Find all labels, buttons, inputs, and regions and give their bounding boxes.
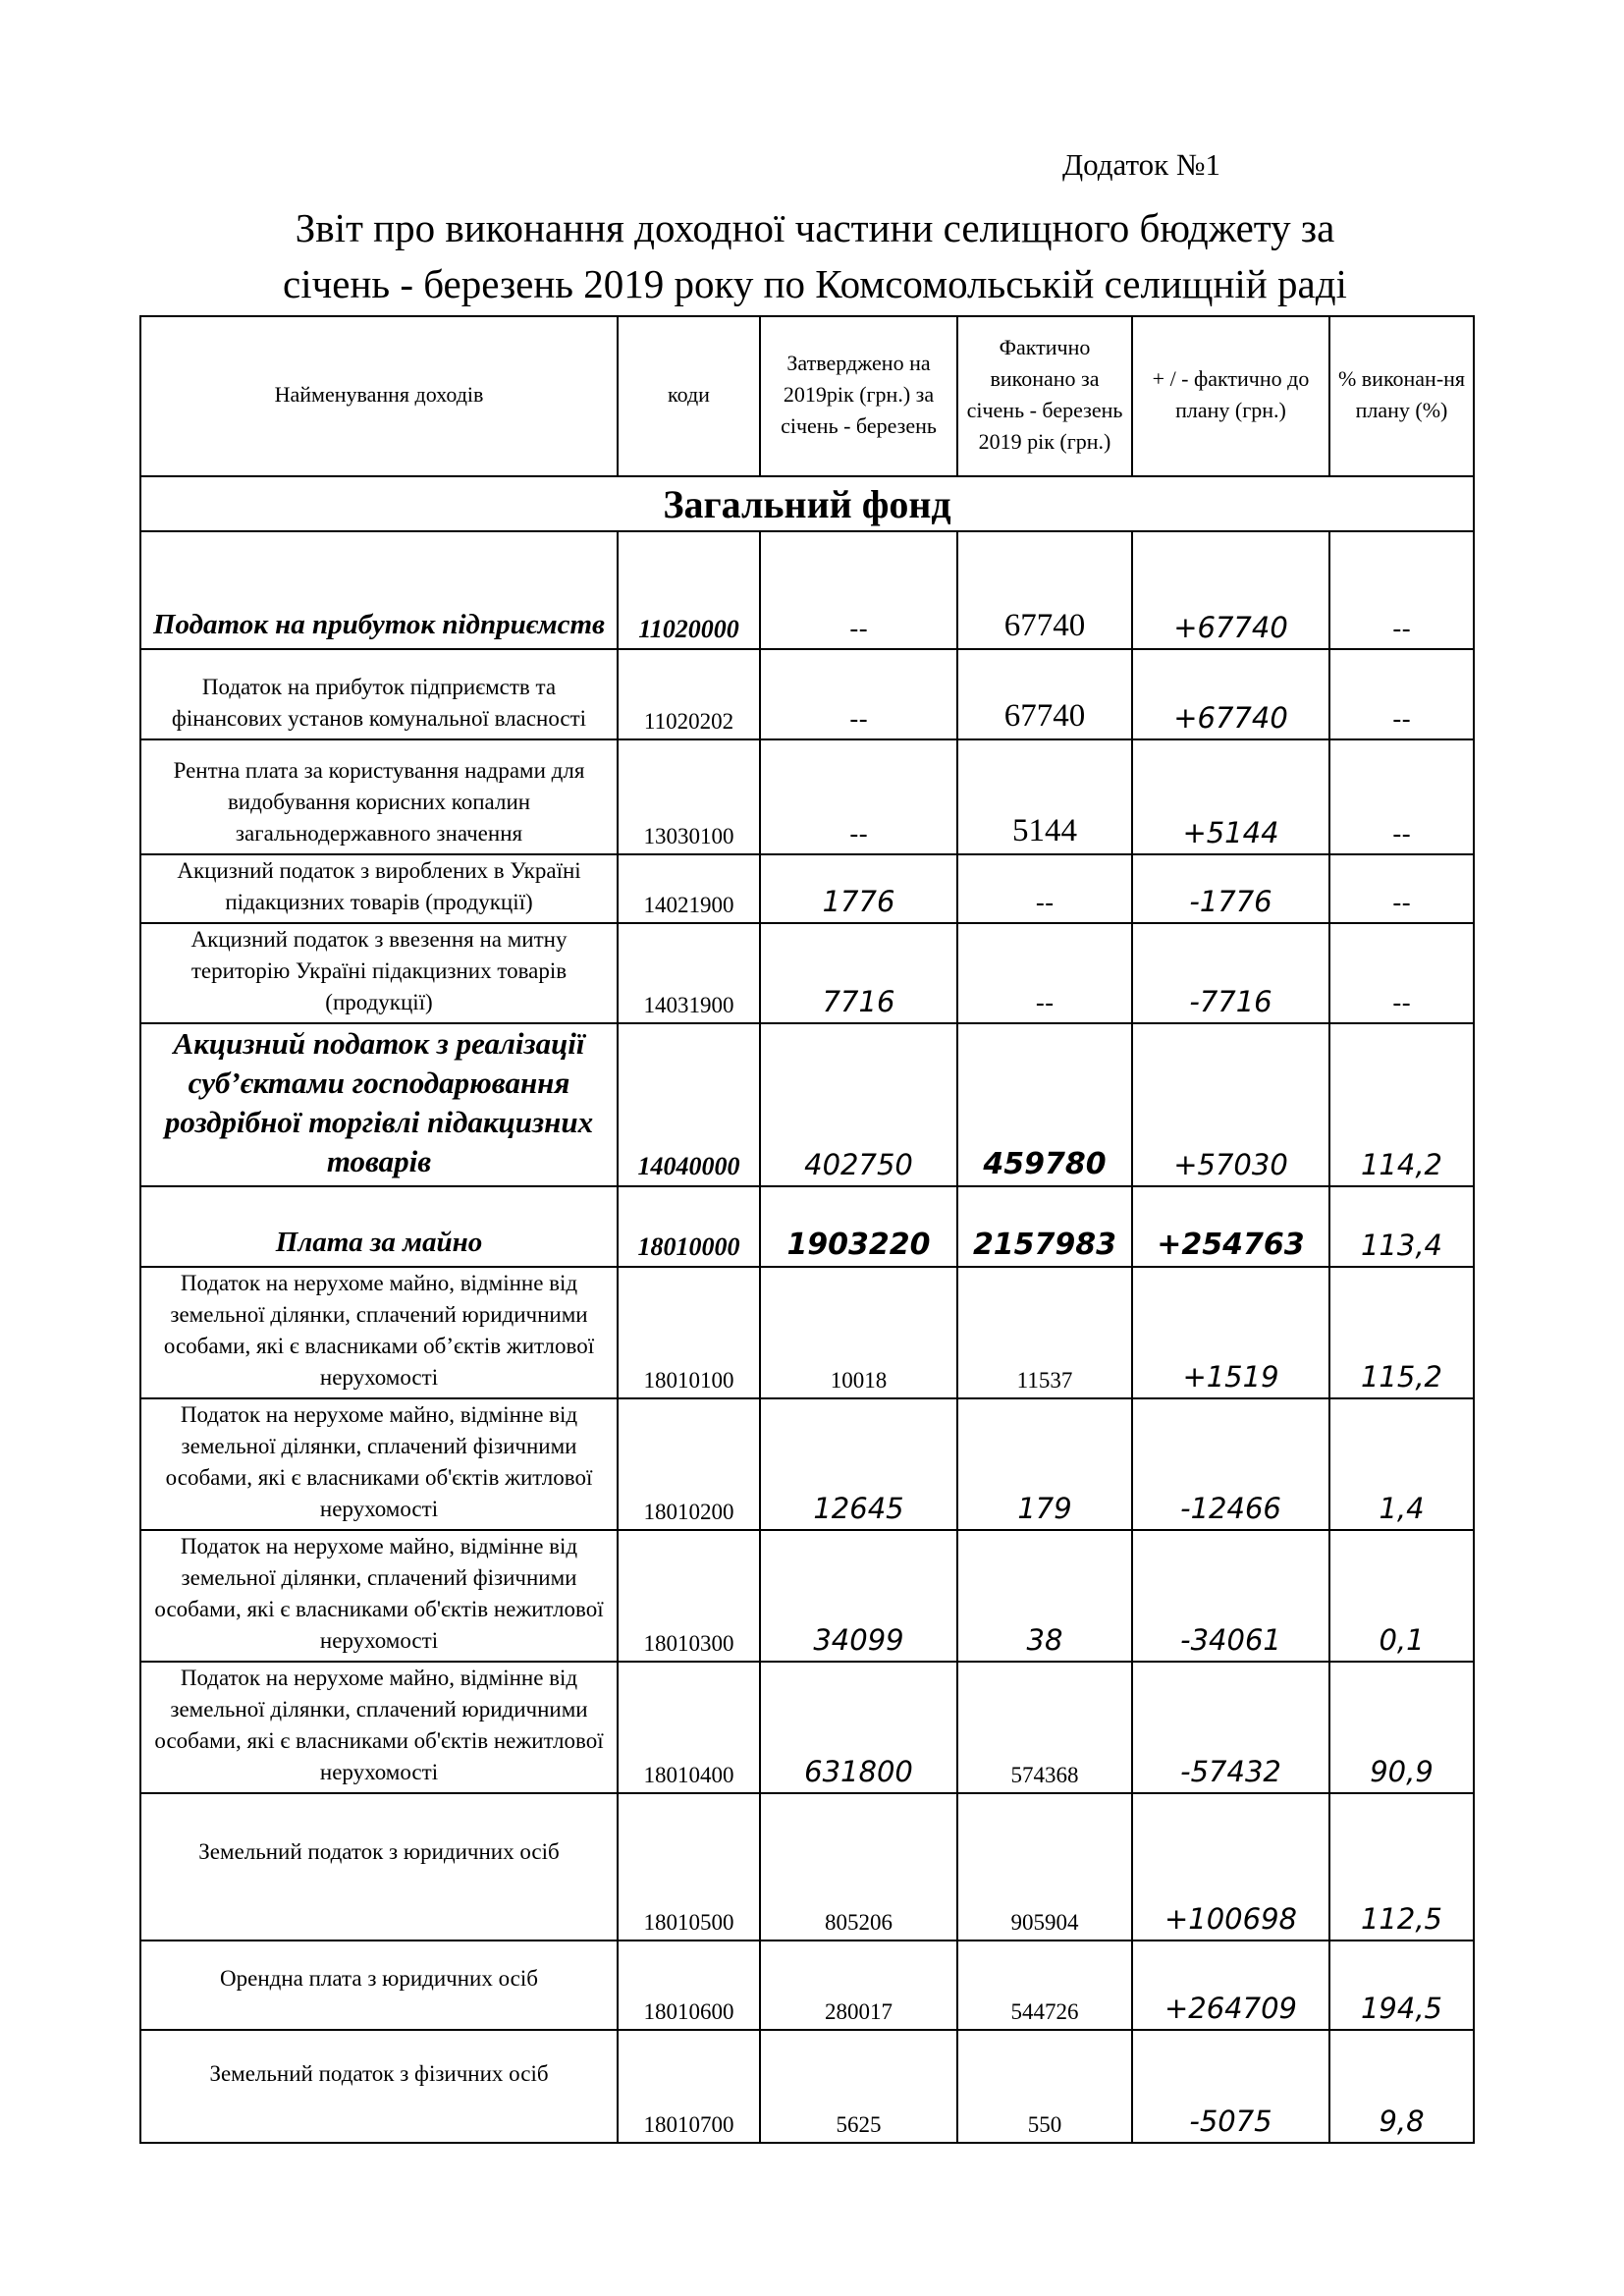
row-approved: 402750 xyxy=(760,1023,957,1186)
header-diff: + / - фактично до плану (грн.) xyxy=(1132,316,1329,476)
row-diff: +264709 xyxy=(1132,1941,1329,2030)
table-row xyxy=(140,1662,1474,1793)
row-name: Плата за майно xyxy=(140,1186,618,1267)
row-code: 18010700 xyxy=(618,2030,760,2143)
table-row xyxy=(140,649,1474,739)
row-code: 18010000 xyxy=(618,1186,760,1267)
row-percent: 194,5 xyxy=(1329,1941,1474,2030)
header-actual: Фактично виконано за січень - березень 2019 рік (грн.) xyxy=(957,316,1132,476)
row-percent: 0,1 xyxy=(1329,1530,1474,1662)
report-title-line-2: січень - березень 2019 року по Комсомольській селищній раді xyxy=(283,261,1347,306)
table-row xyxy=(140,1186,1474,1267)
row-actual: 5144 xyxy=(957,739,1132,854)
row-code: 11020000 xyxy=(618,531,760,649)
row-percent: 113,4 xyxy=(1329,1186,1474,1267)
table-row xyxy=(140,923,1474,1023)
row-diff: +5144 xyxy=(1132,739,1329,854)
row-diff: +67740 xyxy=(1132,531,1329,649)
table-row xyxy=(140,1267,1474,1398)
table-row xyxy=(140,1023,1474,1186)
header-percent: % виконан-ня плану (%) xyxy=(1329,316,1474,476)
row-code: 11020202 xyxy=(618,649,760,739)
header-approved: Затверджено на 2019рік (грн.) за січень - березень xyxy=(760,316,957,476)
table-row xyxy=(140,1530,1474,1662)
row-approved: 5625 xyxy=(760,2030,957,2143)
row-percent: 114,2 xyxy=(1329,1023,1474,1186)
row-percent: -- xyxy=(1329,649,1474,739)
row-percent: 90,9 xyxy=(1329,1662,1474,1793)
header-code: коди xyxy=(618,316,760,476)
appendix-label: Додаток №1 xyxy=(1062,147,1221,182)
row-diff: +1519 xyxy=(1132,1267,1329,1398)
row-approved: 12645 xyxy=(760,1398,957,1530)
section-title: Загальний фонд xyxy=(140,476,1474,531)
row-actual: 2157983 xyxy=(957,1186,1132,1267)
row-percent: 1,4 xyxy=(1329,1398,1474,1530)
table-row xyxy=(140,1941,1474,2030)
row-approved: 805206 xyxy=(760,1793,957,1941)
report-title-line-1: Звіт про виконання доходної частини селищного бюджету за xyxy=(295,205,1335,250)
row-diff: +100698 xyxy=(1132,1793,1329,1941)
row-diff: -1776 xyxy=(1132,854,1329,923)
row-approved: 1903220 xyxy=(760,1186,957,1267)
row-actual: 905904 xyxy=(957,1793,1132,1941)
table-row xyxy=(140,1398,1474,1530)
row-diff: -12466 xyxy=(1132,1398,1329,1530)
row-name: Податок на прибуток підприємств xyxy=(140,531,618,649)
row-name: Податок на нерухоме майно, відмінне від земельної ділянки, сплачений фізичними особами, які є власниками об'єктів нежитлової нерухомості xyxy=(140,1530,618,1662)
row-code: 14040000 xyxy=(618,1023,760,1186)
row-percent: 115,2 xyxy=(1329,1267,1474,1398)
row-diff: -5075 xyxy=(1132,2030,1329,2143)
row-actual: -- xyxy=(957,923,1132,1023)
header-name: Найменування доходів xyxy=(140,316,618,476)
row-diff: +57030 xyxy=(1132,1023,1329,1186)
row-approved: 1776 xyxy=(760,854,957,923)
row-diff: -57432 xyxy=(1132,1662,1329,1793)
row-percent: -- xyxy=(1329,531,1474,649)
row-name: Акцизний податок з вироблених в Україні підакцизних товарів (продукції) xyxy=(140,854,618,923)
row-actual: 67740 xyxy=(957,649,1132,739)
table-row xyxy=(140,854,1474,923)
row-code: 14021900 xyxy=(618,854,760,923)
row-code: 18010300 xyxy=(618,1530,760,1662)
row-percent: -- xyxy=(1329,923,1474,1023)
row-percent: -- xyxy=(1329,739,1474,854)
row-approved: -- xyxy=(760,739,957,854)
row-name: Податок на нерухоме майно, відмінне від земельної ділянки, сплачений фізичними особами, які є власниками об'єктів житлової нерухомості xyxy=(140,1398,618,1530)
row-diff: -7716 xyxy=(1132,923,1329,1023)
row-diff: +254763 xyxy=(1132,1186,1329,1267)
row-code: 18010200 xyxy=(618,1398,760,1530)
row-name: Земельний податок з юридичних осіб xyxy=(140,1793,618,1941)
row-approved: -- xyxy=(760,531,957,649)
table-row xyxy=(140,739,1474,854)
row-code: 18010100 xyxy=(618,1267,760,1398)
row-diff: +67740 xyxy=(1132,649,1329,739)
row-code: 18010500 xyxy=(618,1793,760,1941)
row-name: Акцизний податок з реалізації суб’єктами господарювання роздрібної торгівлі підакцизних товарів xyxy=(140,1023,618,1186)
row-name: Податок на прибуток підприємств та фінансових установ комунальної власності xyxy=(140,649,618,739)
row-actual: 550 xyxy=(957,2030,1132,2143)
table-row xyxy=(140,2030,1474,2143)
row-actual: 459780 xyxy=(957,1023,1132,1186)
table-row xyxy=(140,531,1474,649)
row-diff: -34061 xyxy=(1132,1530,1329,1662)
row-percent: 9,8 xyxy=(1329,2030,1474,2143)
row-percent: 112,5 xyxy=(1329,1793,1474,1941)
row-approved: -- xyxy=(760,649,957,739)
table-header-row xyxy=(140,316,1474,476)
row-approved: 280017 xyxy=(760,1941,957,2030)
row-code: 13030100 xyxy=(618,739,760,854)
row-actual: 544726 xyxy=(957,1941,1132,2030)
revenue-report-table xyxy=(139,315,1475,2144)
row-approved: 34099 xyxy=(760,1530,957,1662)
row-name: Податок на нерухоме майно, відмінне від земельної ділянки, сплачений юридичними особами, які є власниками об'єктів нежитлової нерухомості xyxy=(140,1662,618,1793)
row-name: Орендна плата з юридичних осіб xyxy=(140,1941,618,2030)
row-name: Податок на нерухоме майно, відмінне від земельної ділянки, сплачений юридичними особами, які є власниками об’єктів житлової нерухомості xyxy=(140,1267,618,1398)
row-approved: 7716 xyxy=(760,923,957,1023)
row-code: 18010600 xyxy=(618,1941,760,2030)
row-name: Акцизний податок з ввезення на митну територію Україні підакцизних товарів (продукції) xyxy=(140,923,618,1023)
section-row xyxy=(140,476,1474,531)
row-name: Земельний податок з фізичних осіб xyxy=(140,2030,618,2143)
row-approved: 631800 xyxy=(760,1662,957,1793)
row-code: 18010400 xyxy=(618,1662,760,1793)
row-actual: 67740 xyxy=(957,531,1132,649)
row-actual: 38 xyxy=(957,1530,1132,1662)
row-actual: 179 xyxy=(957,1398,1132,1530)
row-actual: 574368 xyxy=(957,1662,1132,1793)
row-code: 14031900 xyxy=(618,923,760,1023)
row-percent: -- xyxy=(1329,854,1474,923)
table-row xyxy=(140,1793,1474,1941)
row-approved: 10018 xyxy=(760,1267,957,1398)
row-actual: 11537 xyxy=(957,1267,1132,1398)
row-name: Рентна плата за користування надрами для видобування корисних копалин загальнодержавного значення xyxy=(140,739,618,854)
row-actual: -- xyxy=(957,854,1132,923)
